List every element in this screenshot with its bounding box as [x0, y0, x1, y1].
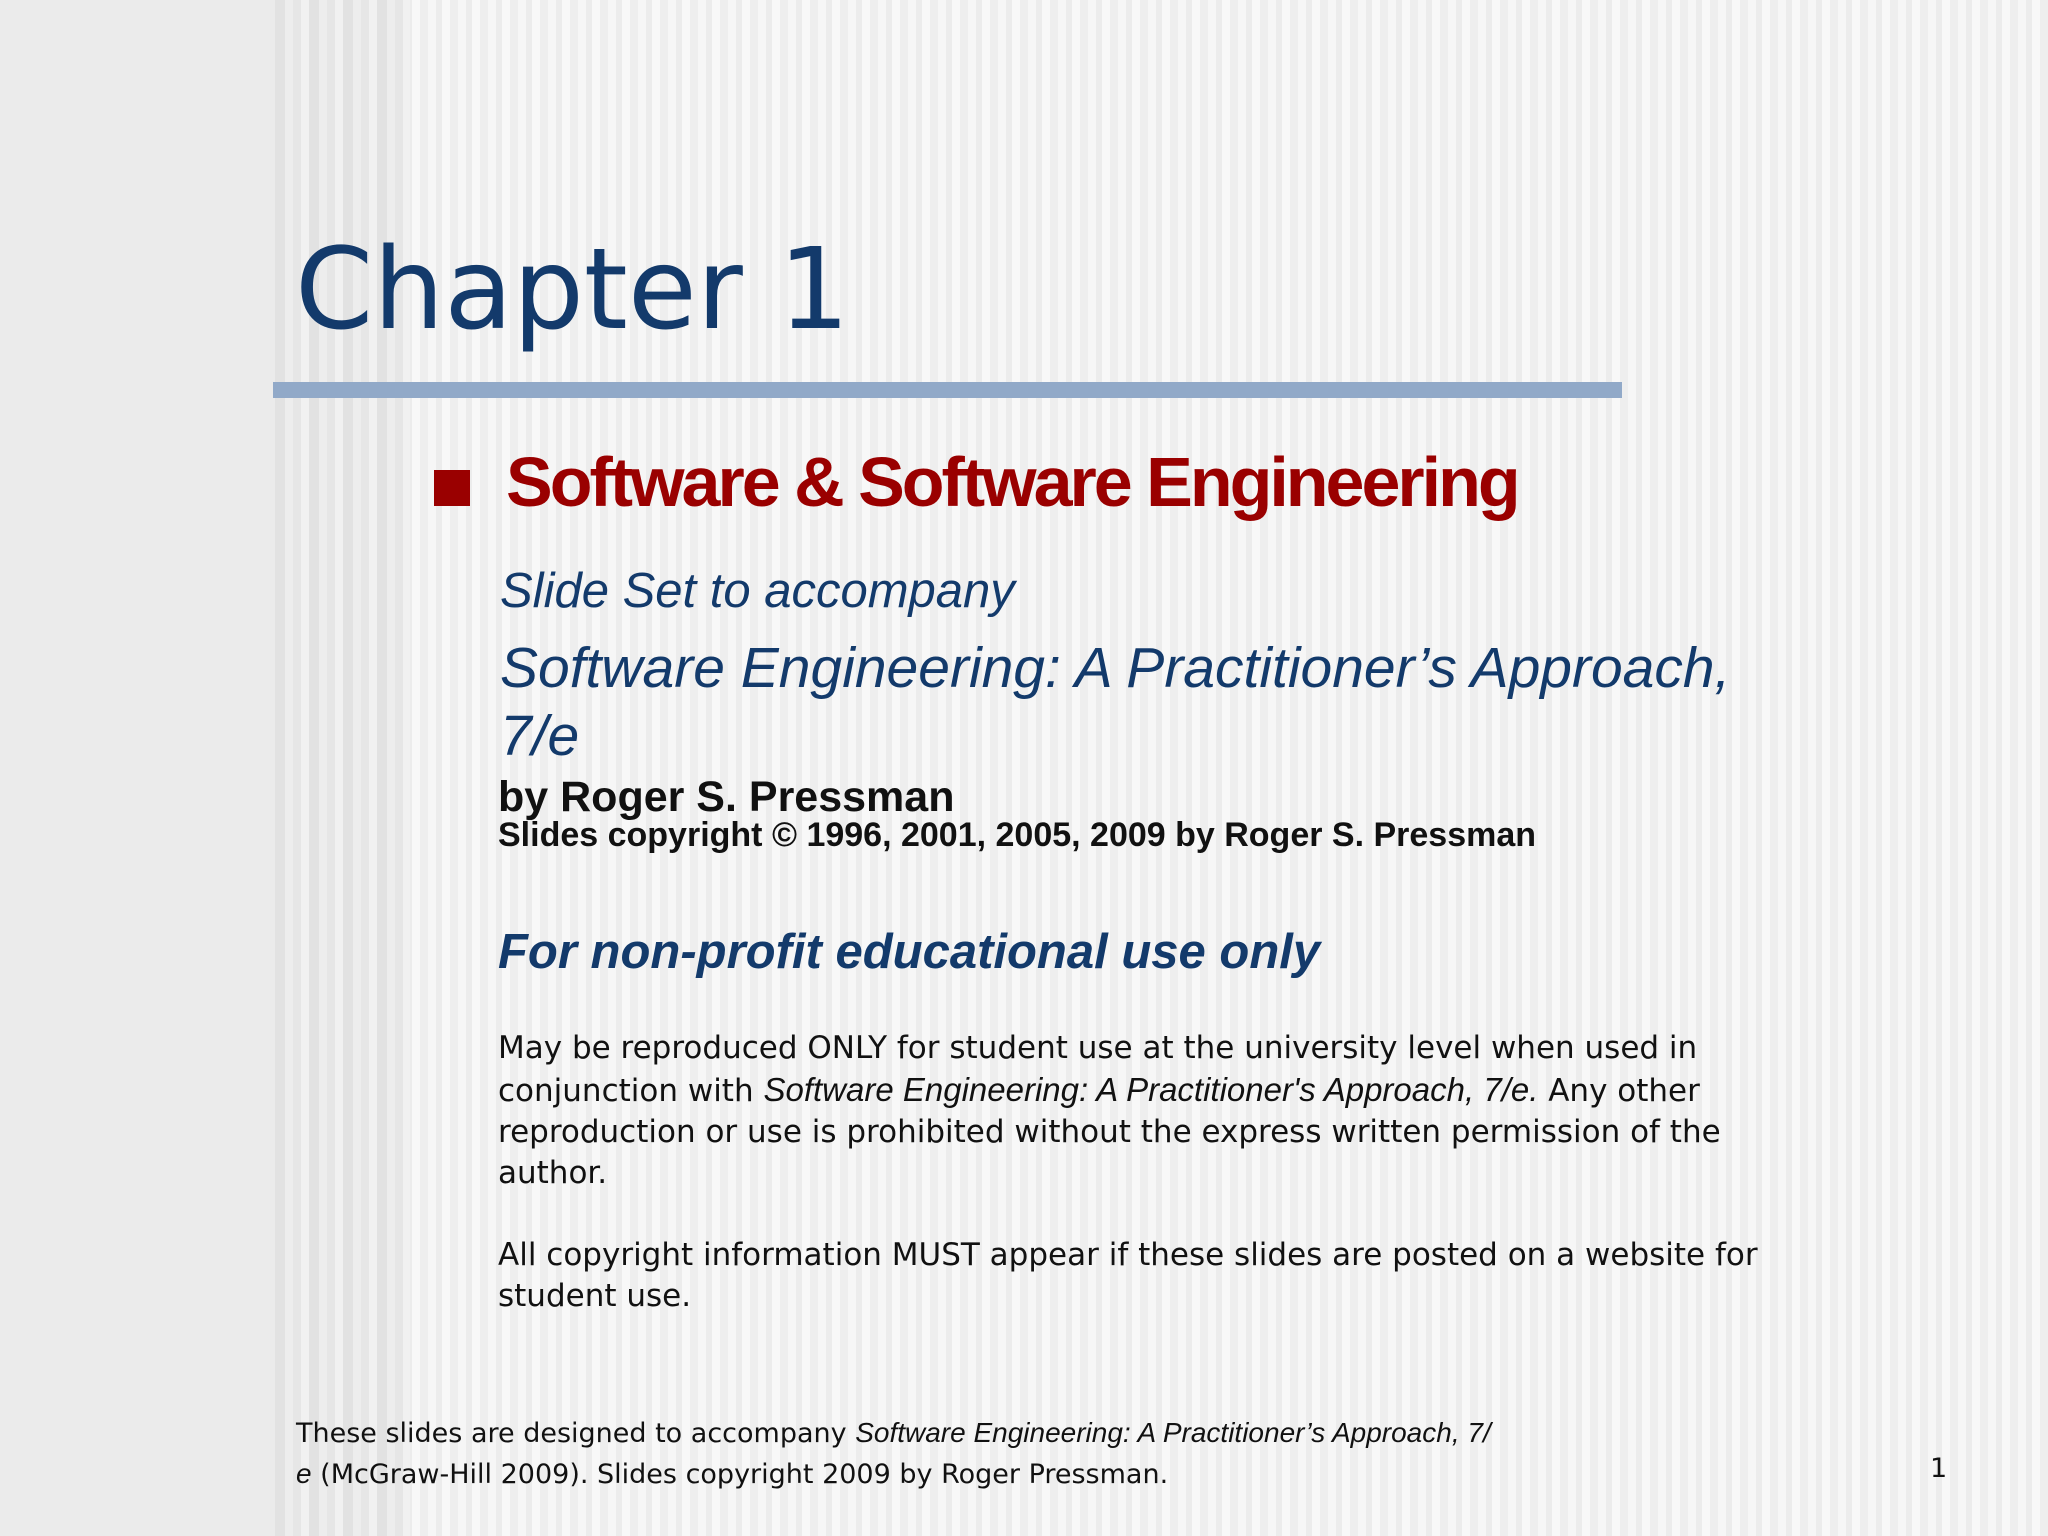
footer-book-title: Software Engineering: A Practitioner’s Approach, 7/ e	[296, 1417, 1491, 1489]
copyright-notice: All copyright information MUST appear if these slides are posted on a website for student use.	[498, 1237, 1758, 1314]
background-left-band	[0, 0, 275, 1536]
author-line: by Roger S. Pressman	[498, 773, 955, 821]
copyright-line: Slides copyright © 1996, 2001, 2005, 2009 by Roger S. Pressman	[498, 816, 1537, 854]
slide-subtitle: Software & Software Engineering	[506, 443, 1518, 521]
nonprofit-notice: For non-profit educational use only	[498, 925, 1321, 979]
square-bullet-icon	[434, 470, 470, 506]
reproduction-notice-book-title: Software Engineering: A Practitioner's Approach, 7/e.	[763, 1071, 1539, 1108]
slide-title: Chapter 1	[295, 225, 850, 355]
slide-footer	[296, 1413, 1496, 1495]
footer-lead: These slides are designed to accompany	[296, 1418, 856, 1449]
reproduction-notice	[498, 1028, 1828, 1194]
accompany-line: Slide Set to accompany	[500, 564, 1015, 618]
reproduction-notice-tail: Any other reproduction or use is prohibited without the express written permission of the author.	[498, 1073, 1721, 1191]
book-title: Software Engineering: A Practitioner’s Approach, 7/e	[500, 636, 1731, 768]
reproduction-notice-text: May be reproduced ONLY for student use at the university level when used in conjunction with	[498, 1030, 1698, 1109]
footer-tail: (McGraw-Hill 2009). Slides copyright 2009 by Roger Pressman.	[311, 1459, 1169, 1490]
page-number: 1	[1930, 1453, 1948, 1484]
title-divider	[273, 382, 1622, 398]
